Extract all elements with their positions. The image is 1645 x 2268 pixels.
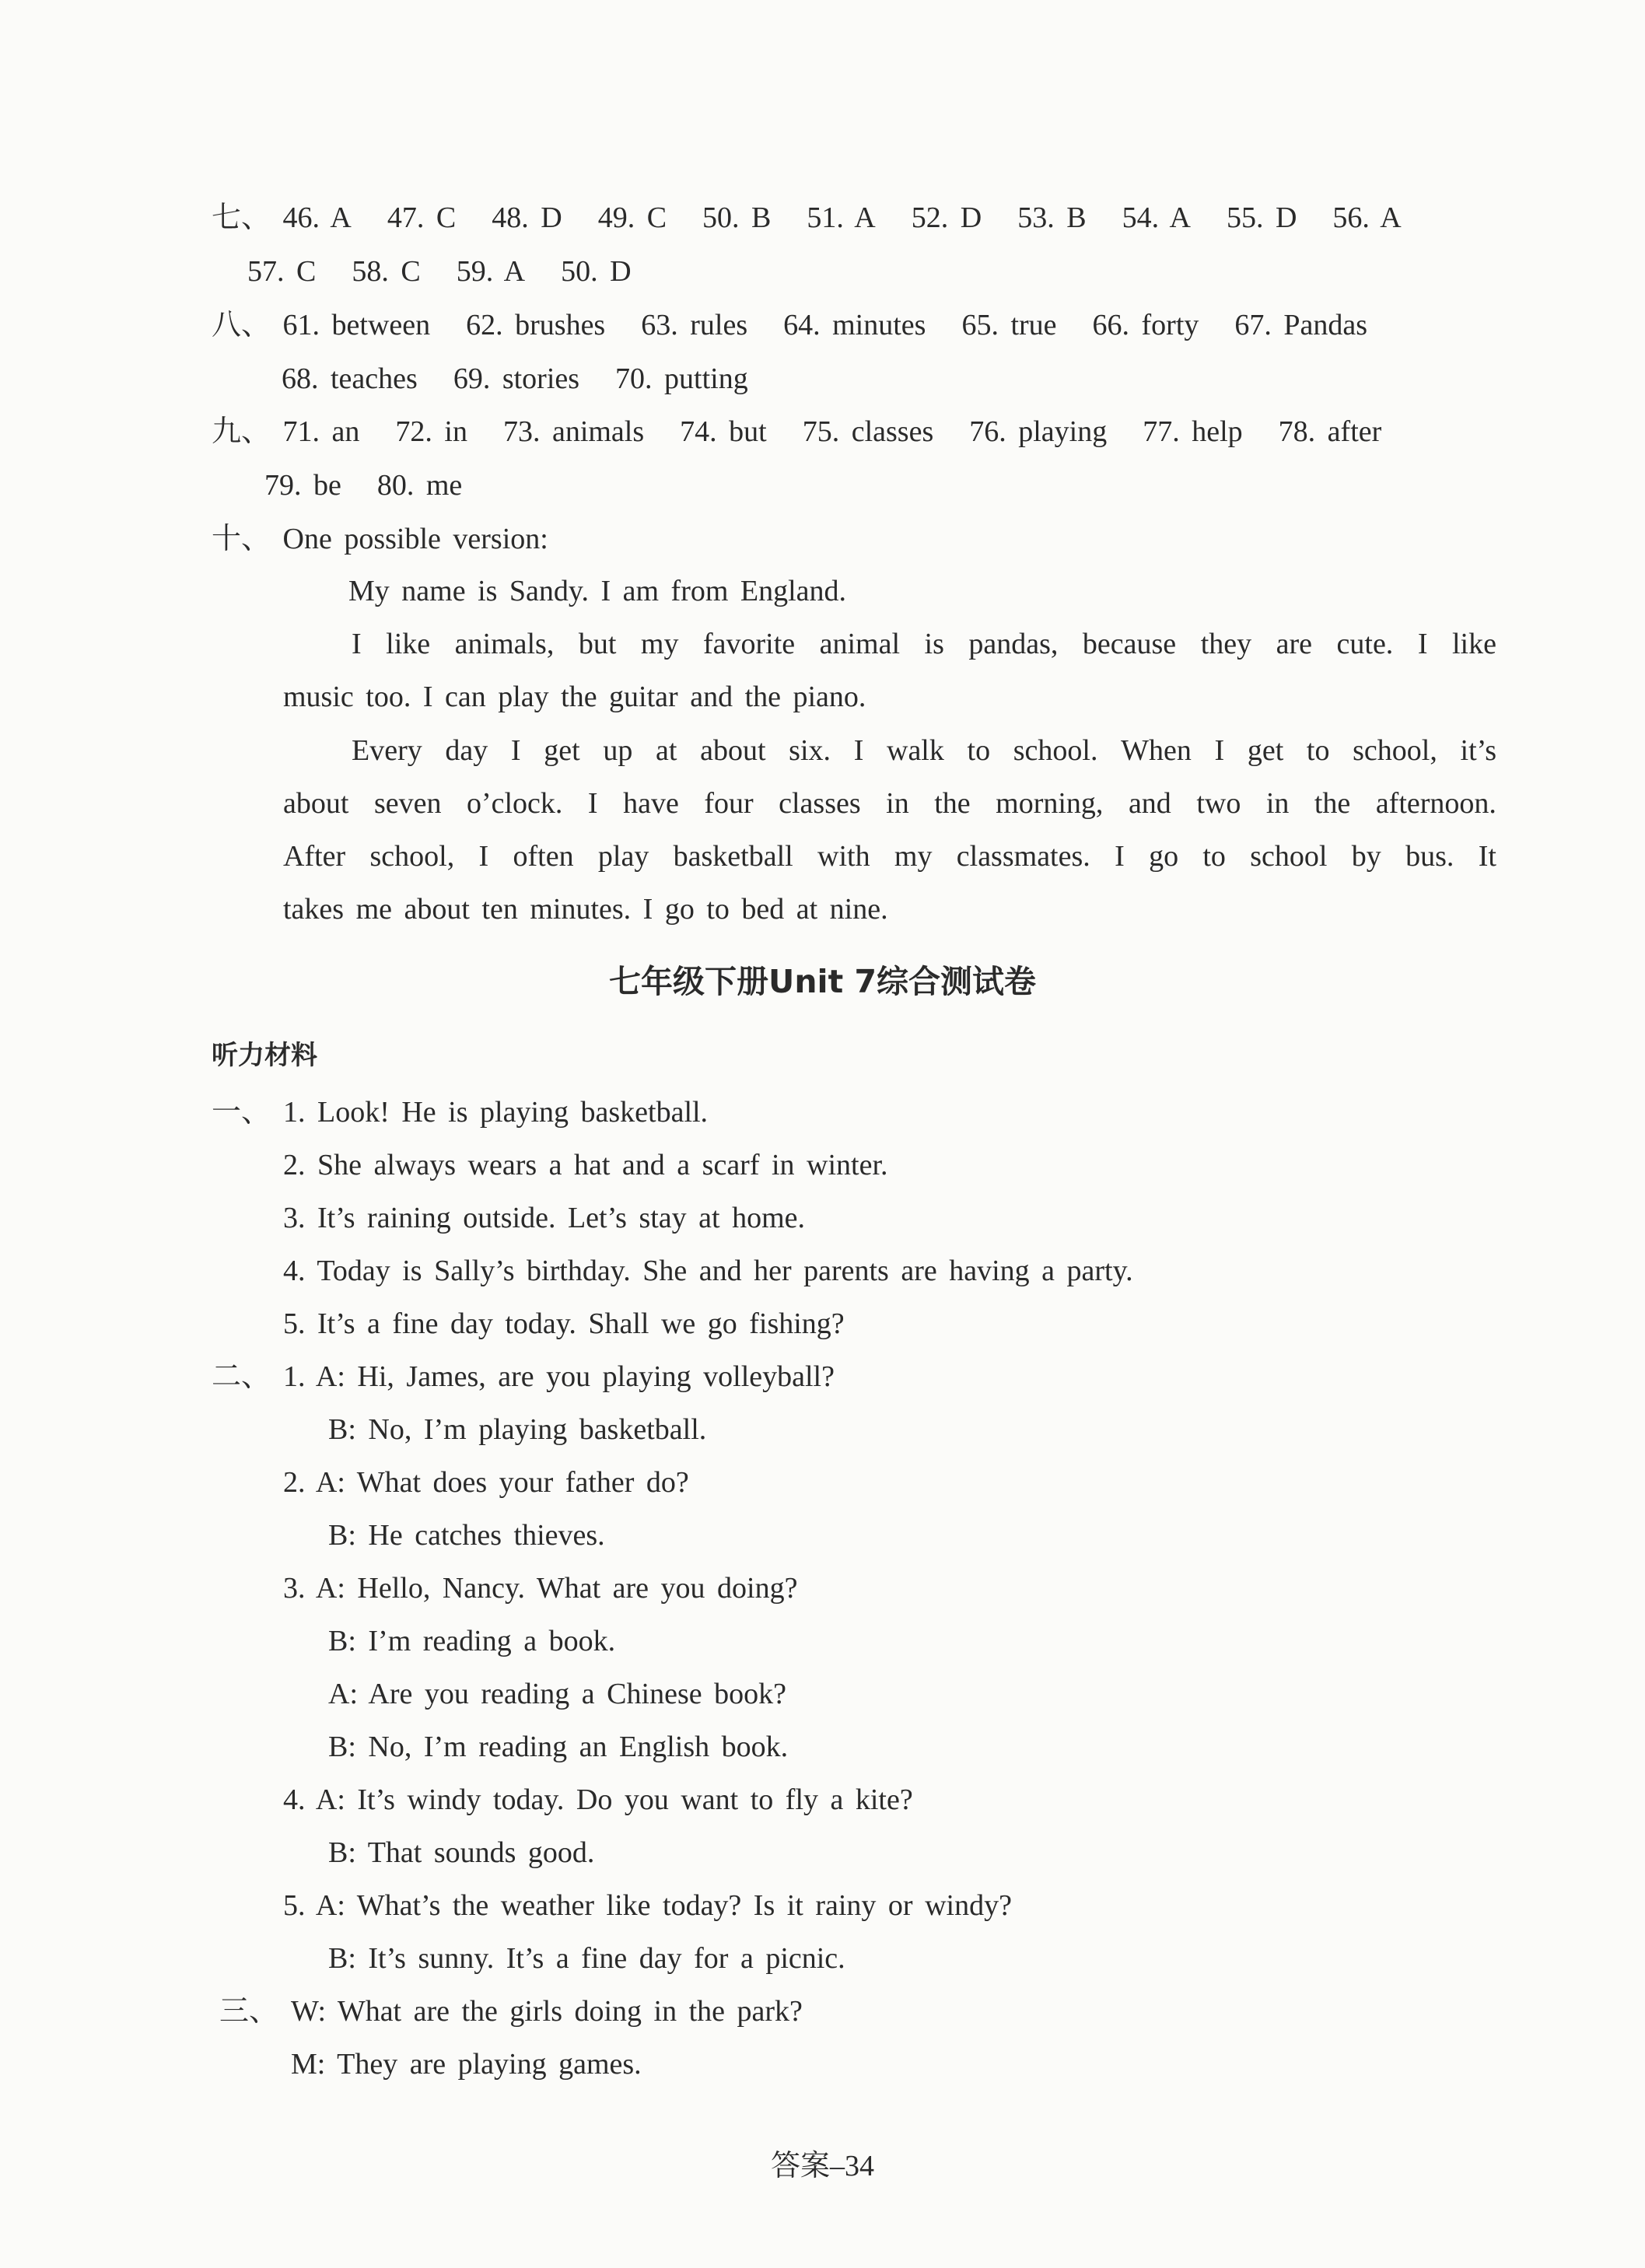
word: about <box>700 734 766 767</box>
word: I <box>1115 840 1125 873</box>
word: I <box>478 840 489 873</box>
word: like <box>1451 628 1496 660</box>
essay-paragraph-2-line-2: music too. I can play the guitar and the piano. <box>283 681 866 713</box>
part-2-q1-b: B: No, I’m playing basketball. <box>328 1413 707 1446</box>
word: get <box>544 734 580 767</box>
answer-item: 78. after <box>1278 415 1382 448</box>
essay-paragraph-3-line-2 <box>283 784 1496 823</box>
listening-heading: 听力材料 <box>212 1040 317 1071</box>
part-2-q3-b: B: I’m reading a book. <box>328 1625 616 1657</box>
word: bus. <box>1405 840 1454 873</box>
section-9-row-2 <box>264 466 462 505</box>
section-10-intro <box>212 520 548 558</box>
word: I <box>1214 734 1225 767</box>
section-marker: 二、 <box>212 1360 271 1393</box>
word: like <box>386 628 431 660</box>
answer-item: 61. between <box>282 309 431 341</box>
word: but <box>578 628 617 660</box>
answer-item: 58. C <box>352 255 421 288</box>
essay-paragraph-3-line-1 <box>352 731 1496 770</box>
essay-paragraph-3-line-4: takes me about ten minutes. I go to bed at nine. <box>283 893 888 926</box>
listening-line: W: What are the girls doing in the park? <box>291 1995 803 2028</box>
answer-item: 64. minutes <box>783 309 926 341</box>
word: to <box>1306 734 1330 767</box>
section-8-row-2 <box>282 359 748 398</box>
answer-item: 77. help <box>1143 415 1243 448</box>
answer-item: 51. A <box>807 201 876 234</box>
part-1-item-4: 4. Today is Sally’s birthday. She and her parents are having a party. <box>283 1255 1133 1287</box>
part-2-q3-a: 3. A: Hello, Nancy. What are you doing? <box>283 1572 798 1605</box>
answer-item: 66. forty <box>1092 309 1199 341</box>
section-marker: 八、 <box>212 309 271 341</box>
word: classmates. <box>956 840 1090 873</box>
part-2-q4-a: 4. A: It’s windy today. Do you want to fly a kite? <box>283 1783 913 1816</box>
answer-list <box>283 309 1368 341</box>
test-title: 七年级下册Unit 7综合测试卷 <box>609 963 1036 1000</box>
answer-item: 79. be <box>264 469 341 502</box>
word: When <box>1121 734 1192 767</box>
answer-item: 56. A <box>1332 201 1402 234</box>
word: to <box>1202 840 1226 873</box>
word: and <box>1128 787 1171 820</box>
answer-item: 52. D <box>911 201 982 234</box>
word: to <box>967 734 991 767</box>
word: classes <box>779 787 861 820</box>
section-marker: 一、 <box>212 1096 271 1129</box>
section-9-row-1 <box>212 412 1381 451</box>
part-1-item-5: 5. It’s a fine day today. Shall we go fishing? <box>283 1307 845 1340</box>
part-1-item-1 <box>212 1093 708 1132</box>
word: Every <box>352 734 422 767</box>
word: morning, <box>996 787 1104 820</box>
word: six. <box>789 734 831 767</box>
answer-item: 54. A <box>1122 201 1191 234</box>
section-8-row-1 <box>212 306 1367 345</box>
listening-line: 1. A: Hi, James, are you playing volleyball? <box>283 1360 835 1393</box>
essay-paragraph-3-line-3 <box>283 837 1496 876</box>
word: by <box>1351 840 1381 873</box>
word: up <box>603 734 633 767</box>
part-1-item-2: 2. She always wears a hat and a scarf in winter. <box>283 1149 888 1181</box>
answer-item: 46. A <box>282 201 352 234</box>
part-3-w <box>219 1992 803 2031</box>
word: It <box>1478 840 1496 873</box>
word: animal <box>819 628 901 660</box>
section-7-row-1 <box>212 198 1402 237</box>
word: I <box>352 628 362 660</box>
intro-text: One possible version: <box>282 523 548 555</box>
answer-item: 59. A <box>456 255 526 288</box>
answer-item: 80. me <box>376 469 463 502</box>
word: because <box>1082 628 1177 660</box>
word: at <box>655 734 677 767</box>
word: my <box>894 840 933 873</box>
part-2-q2-a: 2. A: What does your father do? <box>283 1466 689 1499</box>
answer-item: 65. true <box>961 309 1057 341</box>
section-marker: 十、 <box>212 523 271 555</box>
page-number: 答案–34 <box>770 2150 874 2182</box>
word: my <box>640 628 679 660</box>
section-marker: 七、 <box>212 201 271 234</box>
answer-item: 49. C <box>597 201 667 234</box>
answer-item: 47. C <box>387 201 457 234</box>
answer-item: 76. playing <box>969 415 1108 448</box>
word: they <box>1200 628 1252 660</box>
answer-item: 57. C <box>247 255 317 288</box>
answer-item: 68. teaches <box>282 362 418 395</box>
answer-item: 74. but <box>680 415 767 448</box>
answer-list <box>283 415 1382 448</box>
word: school, <box>1353 734 1437 767</box>
word: afternoon. <box>1375 787 1496 820</box>
word: After <box>283 840 346 873</box>
answer-item: 50. B <box>702 201 772 234</box>
answer-item: 69. stories <box>453 362 580 395</box>
word: day <box>445 734 488 767</box>
answer-item: 53. B <box>1017 201 1087 234</box>
part-2-q5-b: B: It’s sunny. It’s a fine day for a picnic. <box>328 1942 845 1975</box>
word: go <box>1149 840 1179 873</box>
section-marker: 三、 <box>219 1995 279 2028</box>
answer-item: 70. putting <box>615 362 748 395</box>
part-2-q3-d: B: No, I’m reading an English book. <box>328 1731 789 1763</box>
word: is <box>924 628 944 660</box>
word: seven <box>373 787 442 820</box>
part-1-item-3: 3. It’s raining outside. Let’s stay at home. <box>283 1202 806 1234</box>
essay-paragraph-2-line-1 <box>352 625 1496 663</box>
word: school. <box>1013 734 1098 767</box>
word: it’s <box>1460 734 1496 767</box>
word: cute. <box>1336 628 1394 660</box>
word: get <box>1247 734 1284 767</box>
word: about <box>283 787 349 820</box>
word: play <box>597 840 649 873</box>
word: I <box>587 787 598 820</box>
word: the <box>1314 787 1351 820</box>
word: the <box>934 787 971 820</box>
word: I <box>853 734 864 767</box>
listening-line: 1. Look! He is playing basketball. <box>283 1096 709 1129</box>
answer-list <box>282 362 748 395</box>
answer-item: 73. animals <box>502 415 645 448</box>
word: pandas, <box>968 628 1059 660</box>
word: o’clock. <box>466 787 563 820</box>
answer-list <box>283 201 1402 234</box>
answer-item: 55. D <box>1226 201 1297 234</box>
word: I <box>510 734 521 767</box>
word: with <box>817 840 870 873</box>
part-2-q5-a: 5. A: What’s the weather like today? Is it rainy or windy? <box>283 1889 1012 1922</box>
answer-item: 72. in <box>395 415 467 448</box>
part-2-q1-a <box>212 1357 835 1396</box>
word: school, <box>369 840 455 873</box>
word: animals, <box>454 628 555 660</box>
word: basketball <box>673 840 793 873</box>
section-marker: 九、 <box>212 415 271 448</box>
word: are <box>1276 628 1313 660</box>
word: often <box>513 840 574 873</box>
essay-paragraph-1: My name is Sandy. I am from England. <box>348 575 847 607</box>
word: four <box>704 787 754 820</box>
answer-item: 71. an <box>282 415 360 448</box>
answer-list <box>264 469 462 502</box>
word: in <box>1265 787 1290 820</box>
part-2-q2-b: B: He catches thieves. <box>328 1519 605 1552</box>
answer-item: 67. Pandas <box>1234 309 1368 341</box>
word: school <box>1250 840 1328 873</box>
word: have <box>623 787 679 820</box>
part-2-q3-c: A: Are you reading a Chinese book? <box>328 1678 786 1710</box>
answer-item: 63. rules <box>641 309 748 341</box>
answer-item: 75. classes <box>802 415 934 448</box>
word: favorite <box>702 628 796 660</box>
answer-list <box>247 255 632 288</box>
word: I <box>1417 628 1428 660</box>
word: walk <box>887 734 944 767</box>
answer-item: 62. brushes <box>466 309 606 341</box>
answer-item: 50. D <box>561 255 632 288</box>
word: two <box>1196 787 1241 820</box>
section-7-row-2 <box>247 252 632 291</box>
answer-item: 48. D <box>492 201 562 234</box>
word: in <box>886 787 909 820</box>
part-3-m: M: They are playing games. <box>291 2048 642 2081</box>
part-2-q4-b: B: That sounds good. <box>328 1836 595 1869</box>
